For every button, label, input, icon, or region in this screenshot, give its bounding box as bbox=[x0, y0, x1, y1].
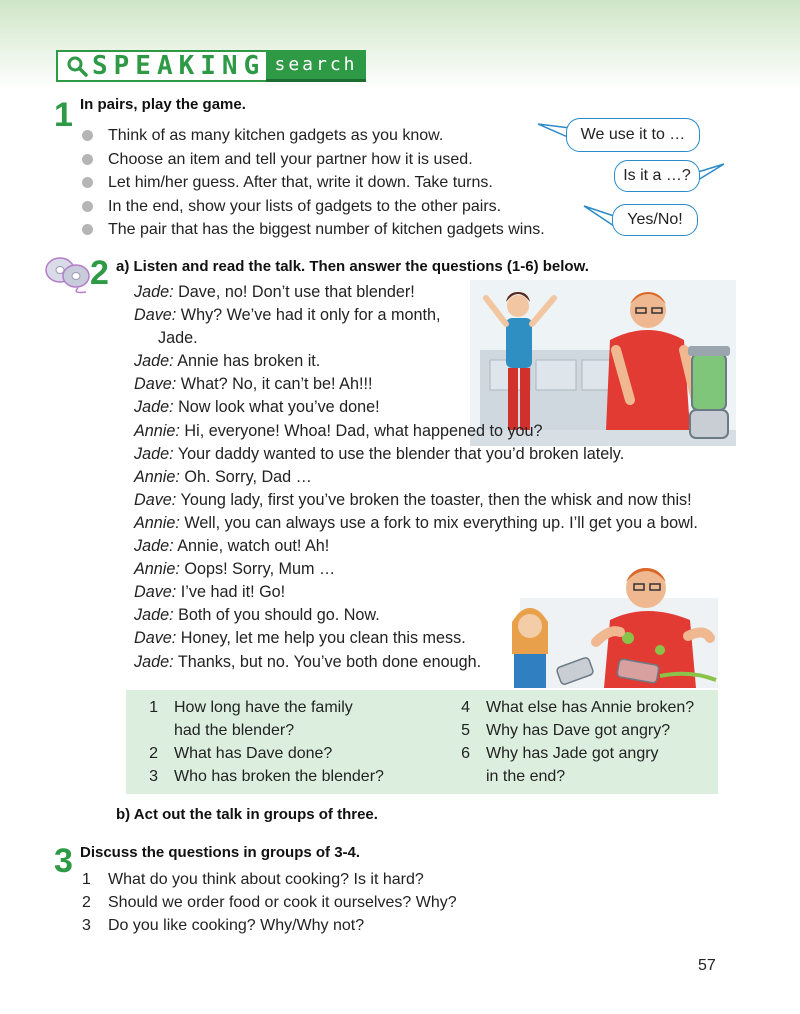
speaking-label-box bbox=[56, 50, 266, 82]
list-item: Choose an item and tell your partner how it is used. bbox=[80, 148, 545, 172]
dialogue-line: Jade: Annie, watch out! Ah! bbox=[134, 537, 330, 556]
speech-bubble-question: Is it a …? bbox=[614, 160, 700, 192]
exercise-1-number: 1 bbox=[54, 96, 73, 134]
dialogue-line: Jade: Both of you should go. Now. bbox=[134, 606, 380, 625]
search-icon bbox=[66, 55, 88, 77]
exercise-2-title-b: b) Act out the talk in groups of three. bbox=[116, 806, 378, 823]
dialogue-line: Annie: Oops! Sorry, Mum … bbox=[134, 560, 336, 579]
exercise-3-list bbox=[80, 868, 457, 937]
dialogue-line: Jade. bbox=[158, 329, 198, 348]
dialogue-line: Annie: Oh. Sorry, Dad … bbox=[134, 467, 312, 486]
list-item: 2 Should we order food or cook it ourselves? Why? bbox=[82, 894, 457, 911]
exercise-1-bullets bbox=[80, 124, 545, 242]
dialogue-line: Jade: Thanks, but no. You’ve both done enough. bbox=[134, 652, 482, 671]
list-item: The pair that has the biggest number of kitchen gadgets wins. bbox=[80, 218, 545, 242]
exercise-1-title: In pairs, play the game. bbox=[80, 96, 246, 113]
dialogue-line: Dave: I’ve had it! Go! bbox=[134, 583, 286, 602]
dialogue-line: Jade: Now look what you’ve done! bbox=[134, 398, 380, 417]
kitchen-mess-illustration bbox=[500, 558, 718, 688]
exercise-3-title: Discuss the questions in groups of 3-4. bbox=[80, 844, 361, 861]
list-item: In the end, show your lists of gadgets to the other pairs. bbox=[80, 195, 545, 219]
page-number: 57 bbox=[698, 957, 716, 974]
list-item: 1 What do you think about cooking? Is it hard? bbox=[82, 871, 424, 888]
dialogue-line: Dave: Honey, let me help you clean this mess. bbox=[134, 629, 466, 648]
dialogue-line: Dave: Young lady, first you’ve broken the toaster, then the whisk and now this! bbox=[134, 490, 692, 509]
dialogue-line: Annie: Well, you can always use a fork to mix everything up. I’ll get you a bowl. bbox=[134, 513, 698, 532]
section-subtitle: search bbox=[266, 50, 366, 82]
list-item: 3 Do you like cooking? Why/Why not? bbox=[82, 917, 365, 934]
list-item: Let him/her guess. After that, write it down. Take turns. bbox=[80, 171, 545, 195]
dialogue-line: Annie: Hi, everyone! Whoa! Dad, what happened to you? bbox=[134, 421, 543, 440]
speech-bubble-use: We use it to … bbox=[566, 118, 700, 152]
speech-bubble-answer: Yes/No! bbox=[612, 204, 698, 236]
dialogue-line: Jade: Annie has broken it. bbox=[134, 352, 321, 371]
list-item: Think of as many kitchen gadgets as you know. bbox=[80, 124, 545, 148]
dialogue-line: Jade: Your daddy wanted to use the blender that you’d broken lately. bbox=[134, 444, 625, 463]
dialogue-line: Dave: Why? We’ve had it only for a month, bbox=[134, 306, 441, 325]
section-title: SPEAKING bbox=[92, 51, 266, 81]
exercise-2-title-a: a) Listen and read the talk. Then answer the questions (1-6) below. bbox=[116, 258, 589, 275]
dialogue-line: Jade: Dave, no! Don’t use that blender! bbox=[134, 283, 415, 301]
exercise-2-number: 2 bbox=[90, 254, 109, 292]
dialogue-line: Dave: What? No, it can’t be! Ah!!! bbox=[134, 375, 373, 394]
exercise-3-number: 3 bbox=[54, 842, 73, 880]
